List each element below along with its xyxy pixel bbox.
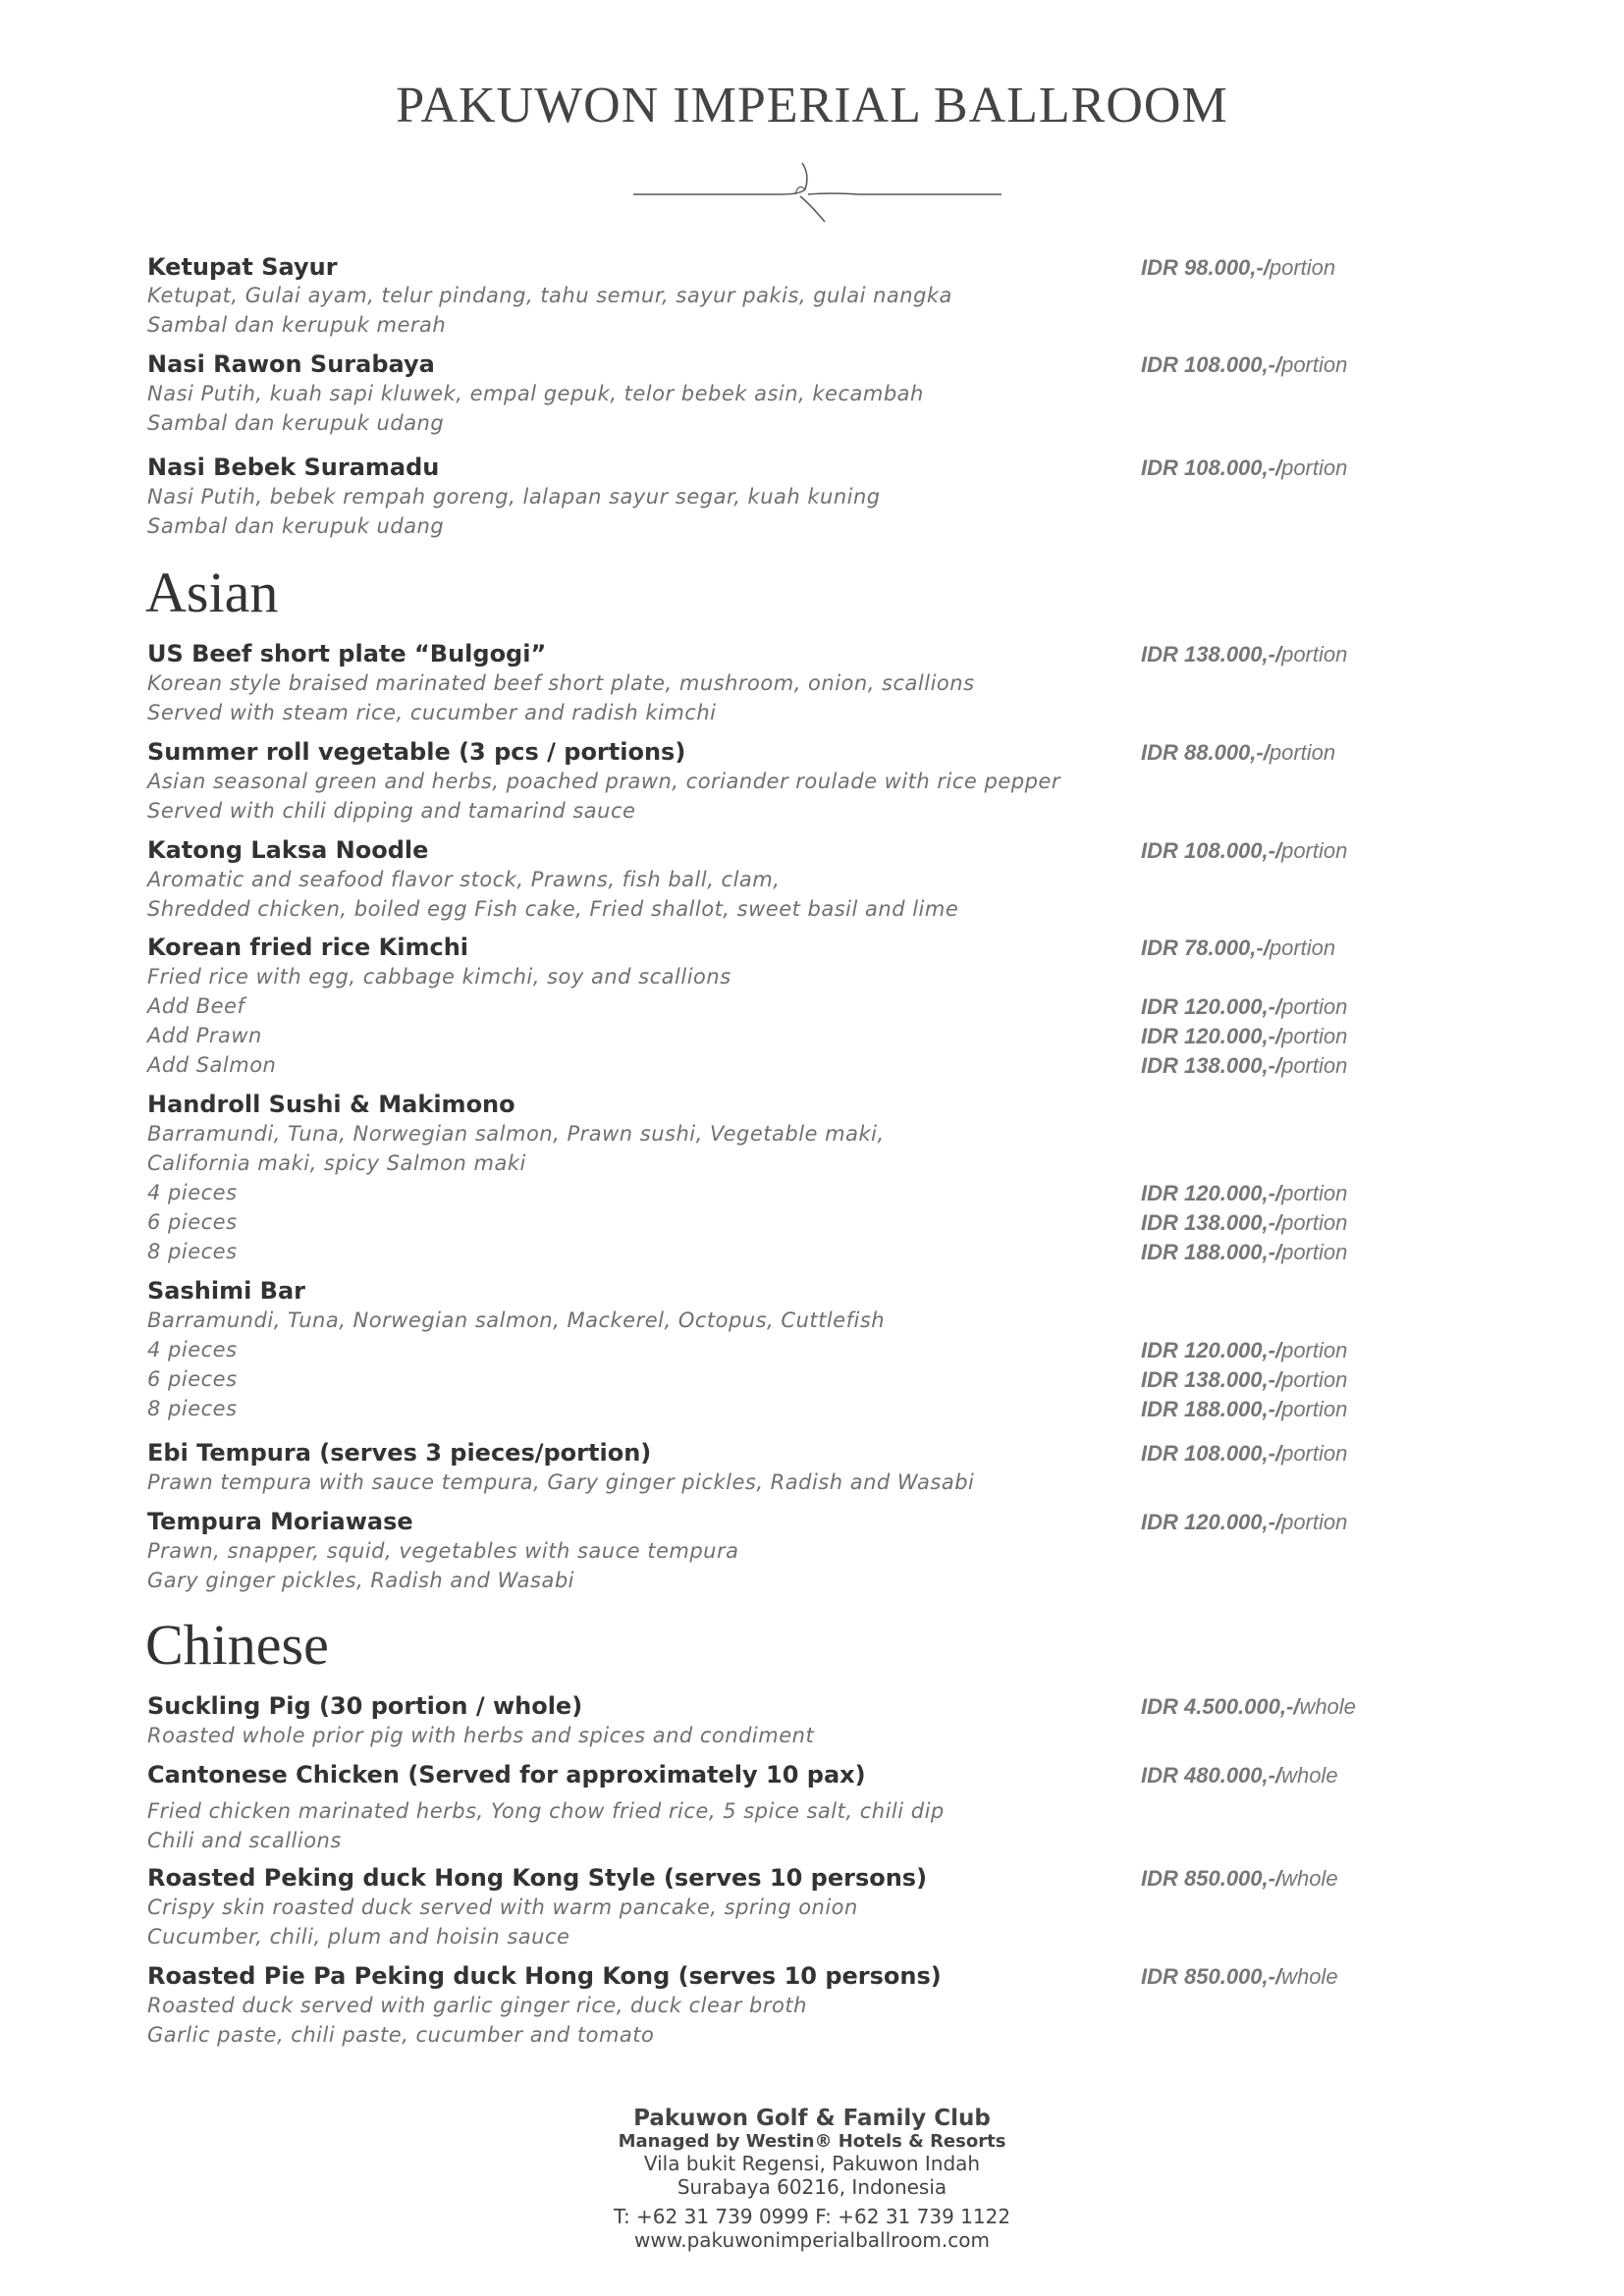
option-price: IDR 138.000,-/portion <box>1141 1367 1348 1392</box>
item-description: Roasted whole prior pig with herbs and spices and condiment <box>147 1724 815 1747</box>
item-description: Shredded chicken, boiled egg Fish cake, Fried shallot, sweet basil and lime <box>147 897 959 921</box>
item-description: Gary ginger pickles, Radish and Wasabi <box>147 1569 575 1592</box>
section-heading-chinese: Chinese <box>145 1613 329 1677</box>
item-option <box>147 1210 1502 1240</box>
item-description: Prawn tempura with sauce tempura, Gary ginger pickles, Radish and Wasabi <box>147 1470 975 1494</box>
item-option <box>147 1053 1502 1083</box>
item-description: Fried chicken marinated herbs, Yong chow fried rice, 5 spice salt, chili dip <box>147 1799 945 1823</box>
menu-item-cantonese-chicken <box>147 1761 1502 1790</box>
option-label: 8 pieces <box>147 1397 238 1420</box>
footer-phone: T: +62 31 739 0999 F: +62 31 739 1122 <box>613 2205 1011 2228</box>
item-description: Aromatic and seafood flavor stock, Prawns, fish ball, clam, <box>147 868 781 891</box>
item-name: Sashimi Bar <box>147 1277 305 1305</box>
option-label: Add Prawn <box>147 1024 262 1047</box>
item-option <box>147 1397 1502 1426</box>
item-description: Nasi Putih, bebek rempah goreng, lalapan sayur segar, kuah kuning <box>147 485 881 508</box>
menu-item-ebi-tempura <box>147 1439 1502 1468</box>
item-description: Fried rice with egg, cabbage kimchi, soy and scallions <box>147 965 731 988</box>
item-price: IDR 98.000,-/portion <box>1141 255 1336 280</box>
menu-item-bulgogi <box>147 640 1502 669</box>
item-description: Ketupat, Gulai ayam, telur pindang, tahu semur, sayur pakis, gulai nangka <box>147 284 952 307</box>
item-name: Nasi Rawon Surabaya <box>147 350 435 378</box>
item-name: Ebi Tempura (serves 3 pieces/portion) <box>147 1439 652 1467</box>
item-price: IDR 850.000,-/whole <box>1141 1964 1338 1989</box>
item-option <box>147 1024 1502 1053</box>
item-name: Tempura Moriawase <box>147 1508 413 1535</box>
menu-item-suckling-pig <box>147 1692 1502 1722</box>
item-description: Barramundi, Tuna, Norwegian salmon, Prawn sushi, Vegetable maki, <box>147 1122 885 1146</box>
option-label: Add Beef <box>147 994 245 1018</box>
menu-item-summer-roll <box>147 738 1502 768</box>
menu-item-handroll-sushi <box>147 1091 1502 1120</box>
item-price: IDR 480.000,-/whole <box>1141 1763 1338 1788</box>
item-name: Roasted Pie Pa Peking duck Hong Kong (serves 10 persons) <box>147 1962 942 1990</box>
option-label: 4 pieces <box>147 1181 238 1204</box>
option-price: IDR 120.000,-/portion <box>1141 1024 1348 1048</box>
item-description: Chili and scallions <box>147 1829 342 1852</box>
menu-item-tempura-moriawase <box>147 1508 1502 1537</box>
menu-item-katong-laksa <box>147 836 1502 866</box>
option-label: 4 pieces <box>147 1338 238 1362</box>
item-name: Nasi Bebek Suramadu <box>147 454 440 481</box>
item-name: US Beef short plate “Bulgogi” <box>147 640 547 667</box>
item-description: Prawn, snapper, squid, vegetables with sauce tempura <box>147 1539 739 1563</box>
item-description: Sambal dan kerupuk udang <box>147 514 445 538</box>
option-price: IDR 138.000,-/portion <box>1141 1210 1348 1235</box>
footer-club-name: Pakuwon Golf & Family Club <box>633 2106 991 2131</box>
item-price: IDR 850.000,-/whole <box>1141 1866 1338 1891</box>
page-title: PAKUWON IMPERIAL BALLROOM <box>396 78 1228 133</box>
item-price: IDR 108.000,-/portion <box>1141 838 1348 863</box>
decorative-divider <box>633 155 1001 224</box>
footer-address-line-1: Vila bukit Regensi, Pakuwon Indah <box>643 2152 981 2175</box>
option-price: IDR 188.000,-/portion <box>1141 1397 1348 1421</box>
item-description: California maki, spicy Salmon maki <box>147 1151 526 1175</box>
option-price: IDR 120.000,-/portion <box>1141 1181 1348 1205</box>
menu-item-kimchi-fried-rice <box>147 934 1502 963</box>
item-description: Served with chili dipping and tamarind sauce <box>147 799 636 823</box>
item-description: Sambal dan kerupuk merah <box>147 313 447 337</box>
option-label: 6 pieces <box>147 1367 238 1391</box>
menu-item-sashimi-bar <box>147 1277 1502 1307</box>
footer-managed-by: Managed by Westin® Hotels & Resorts <box>618 2131 1006 2152</box>
item-description: Nasi Putih, kuah sapi kluwek, empal gepuk, telor bebek asin, kecambah <box>147 382 924 405</box>
item-description: Garlic paste, chili paste, cucumber and tomato <box>147 2023 655 2047</box>
menu-item-ketupat-sayur <box>147 253 1502 283</box>
item-name: Ketupat Sayur <box>147 253 338 281</box>
option-price: IDR 188.000,-/portion <box>1141 1240 1348 1264</box>
item-name: Katong Laksa Noodle <box>147 836 429 864</box>
option-price: IDR 120.000,-/portion <box>1141 994 1348 1019</box>
item-option <box>147 1181 1502 1210</box>
item-price: IDR 108.000,-/portion <box>1141 1441 1348 1466</box>
option-price: IDR 120.000,-/portion <box>1141 1338 1348 1362</box>
option-label: 6 pieces <box>147 1210 238 1234</box>
item-option <box>147 1367 1502 1397</box>
item-description: Korean style braised marinated beef short plate, mushroom, onion, scallions <box>147 671 975 695</box>
item-name: Summer roll vegetable (3 pcs / portions) <box>147 738 686 766</box>
item-description: Served with steam rice, cucumber and radish kimchi <box>147 701 717 724</box>
item-description: Cucumber, chili, plum and hoisin sauce <box>147 1925 570 1949</box>
option-price: IDR 138.000,-/portion <box>1141 1053 1348 1078</box>
item-option <box>147 994 1502 1024</box>
item-description: Barramundi, Tuna, Norwegian salmon, Mackerel, Octopus, Cuttlefish <box>147 1308 886 1332</box>
item-price: IDR 120.000,-/portion <box>1141 1510 1348 1534</box>
item-price: IDR 108.000,-/portion <box>1141 352 1348 377</box>
item-price: IDR 78.000,-/portion <box>1141 935 1336 960</box>
item-name: Handroll Sushi & Makimono <box>147 1091 515 1118</box>
item-name: Suckling Pig (30 portion / whole) <box>147 1692 583 1720</box>
item-name: Cantonese Chicken (Served for approximately 10 pax) <box>147 1761 866 1789</box>
footer <box>0 2106 1624 2252</box>
item-option <box>147 1240 1502 1269</box>
item-description: Crispy skin roasted duck served with warm pancake, spring onion <box>147 1896 858 1919</box>
item-price: IDR 4.500.000,-/whole <box>1141 1694 1356 1719</box>
item-description: Sambal dan kerupuk udang <box>147 411 445 435</box>
item-price: IDR 108.000,-/portion <box>1141 455 1348 480</box>
item-option <box>147 1338 1502 1367</box>
item-name: Korean fried rice Kimchi <box>147 934 469 961</box>
footer-address-line-2: Surabaya 60216, Indonesia <box>677 2175 947 2199</box>
menu-item-pie-pa-duck <box>147 1962 1502 1992</box>
footer-website[interactable]: www.pakuwonimperialballroom.com <box>634 2228 990 2252</box>
option-label: 8 pieces <box>147 1240 238 1263</box>
section-heading-asian: Asian <box>145 561 279 624</box>
option-label: Add Salmon <box>147 1053 277 1077</box>
menu-item-nasi-bebek <box>147 454 1502 483</box>
item-description: Roasted duck served with garlic ginger rice, duck clear broth <box>147 1994 807 2017</box>
item-description: Asian seasonal green and herbs, poached prawn, coriander roulade with rice pepper <box>147 770 1060 793</box>
item-price: IDR 138.000,-/portion <box>1141 642 1348 667</box>
item-name: Roasted Peking duck Hong Kong Style (serves 10 persons) <box>147 1864 928 1892</box>
menu-item-nasi-rawon <box>147 350 1502 380</box>
item-price: IDR 88.000,-/portion <box>1141 740 1336 765</box>
menu-item-peking-duck <box>147 1864 1502 1894</box>
